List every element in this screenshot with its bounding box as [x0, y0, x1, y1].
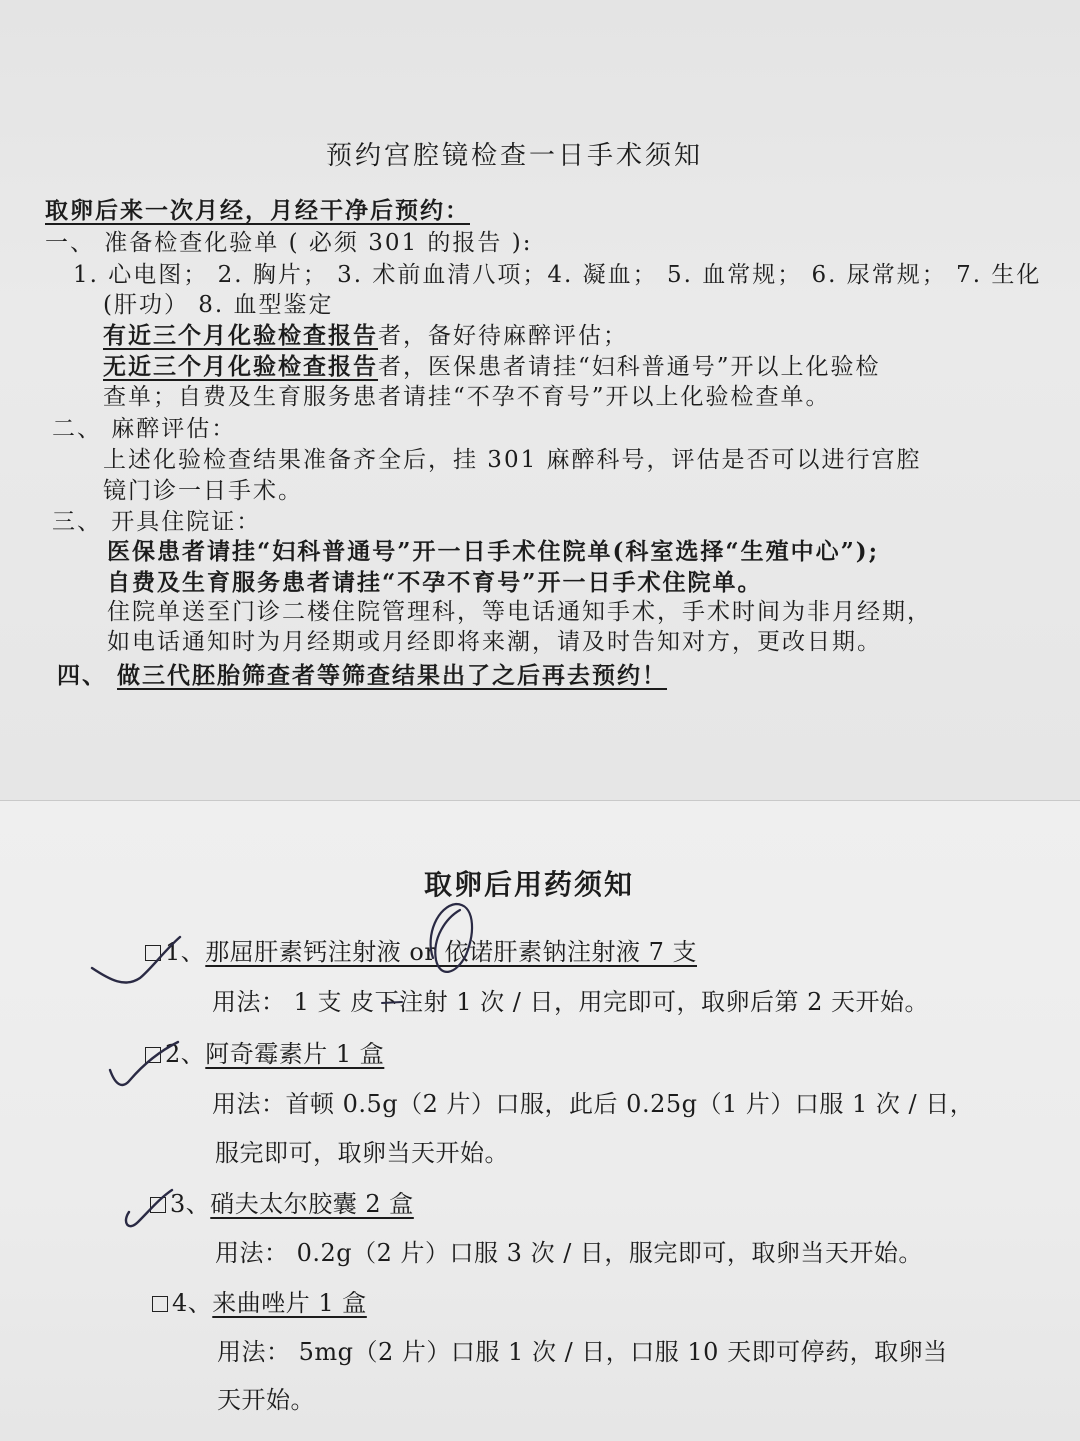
notice2-title: 取卵后用药须知: [424, 868, 635, 901]
med-item-1: [145, 940, 697, 964]
med-2-checkbox[interactable]: [145, 1047, 161, 1063]
sec3-heading: 三、 开具住院证：: [52, 509, 262, 535]
sec1-para1-rest: 者，备好待麻醉评估；: [378, 323, 628, 349]
sec1-para1: [103, 324, 628, 348]
med-item-3: [150, 1192, 414, 1216]
med-4-usage-line2: 天开始。: [217, 1386, 315, 1414]
med-4-usage-line1: 用法： 5mg（2 片）口服 1 次 / 日，口服 10 天即可停药，取卵当: [217, 1338, 948, 1366]
notice1-intro: 取卵后来一次月经，月经干净后预约：: [45, 197, 470, 224]
sec1-para2-line2: 查单；自费及生育服务患者请挂“不孕不育号”开以上化验检查单。: [103, 384, 831, 410]
sec1-para1-underlined: 有近三个月化验检查报告: [103, 322, 378, 349]
med-2-num: 2、: [165, 1040, 206, 1068]
sec1-items-line2: (肝功） 8. 血型鉴定: [103, 292, 334, 318]
med-3-name: 硝夫太尔胶囊 2 盒: [210, 1190, 414, 1218]
med-1-usage: 用法： 1 支 皮下注射 1 次 / 日，用完即可，取卵后第 2 天开始。: [212, 988, 930, 1016]
med-4-checkbox[interactable]: [152, 1296, 168, 1312]
sec2-line2: 镜门诊一日手术。: [103, 478, 303, 504]
sec4-line: [57, 664, 667, 687]
sec1-heading: 一、 准备检查化验单 ( 必须 301 的报告 ):: [45, 230, 533, 256]
med-1-num: 1、: [165, 938, 206, 966]
med-1-checkbox[interactable]: [145, 945, 161, 961]
med-3-checkbox[interactable]: [150, 1197, 166, 1213]
sec1-para2-rest: 者，医保患者请挂“妇科普通号”开以上化验检: [378, 354, 881, 380]
sec3-line4: 如电话通知时为月经期或月经即将来潮，请及时告知对方，更改日期。: [107, 629, 882, 655]
sec3-line1: 医保患者请挂“妇科普通号”开一日手术住院单(科室选择“生殖中心”);: [107, 538, 880, 565]
sec3-line2: 自费及生育服务患者请挂“不孕不育号”开一日手术住院单。: [107, 569, 763, 596]
sec4-text: 做三代胚胎筛查者等筛查结果出了之后再去预约！: [117, 662, 668, 689]
notice1-title: 预约宫腔镜检查一日手术须知: [326, 141, 704, 171]
sec4-prefix: 四、: [57, 662, 107, 689]
med-2-usage-line2: 服完即可，取卵当天开始。: [215, 1139, 509, 1167]
sec1-items-line1: 1. 心电图； 2. 胸片； 3. 术前血清八项；4. 凝血； 5. 血常规； 6. 尿常规； 7. 生化: [73, 262, 1042, 288]
sec3-line3: 住院单送至门诊二楼住院管理科，等电话通知手术，手术时间为非月经期，: [107, 599, 932, 625]
sec2-heading: 二、 麻醉评估：: [52, 416, 237, 442]
med-1-name: 那屈肝素钙注射液 or 依诺肝素钠注射液 7 支: [205, 938, 697, 966]
med-3-usage: 用法： 0.2g（2 片）口服 3 次 / 日，服完即可，取卵当天开始。: [215, 1239, 923, 1267]
med-item-4: [152, 1291, 367, 1315]
sec1-para2: [103, 355, 881, 379]
med-3-num: 3、: [170, 1190, 211, 1218]
med-item-2: [145, 1042, 384, 1066]
med-2-name: 阿奇霉素片 1 盒: [205, 1040, 385, 1068]
med-4-num: 4、: [172, 1289, 213, 1317]
sec2-line1: 上述化验检查结果准备齐全后，挂 301 麻醉科号，评估是否可以进行宫腔: [103, 447, 922, 473]
sec1-para2-underlined: 无近三个月化验检查报告: [103, 353, 378, 380]
med-4-name: 来曲唑片 1 盒: [212, 1289, 367, 1317]
med-2-usage-line1: 用法：首顿 0.5g（2 片）口服，此后 0.25g（1 片）口服 1 次 / 日，: [212, 1090, 975, 1118]
